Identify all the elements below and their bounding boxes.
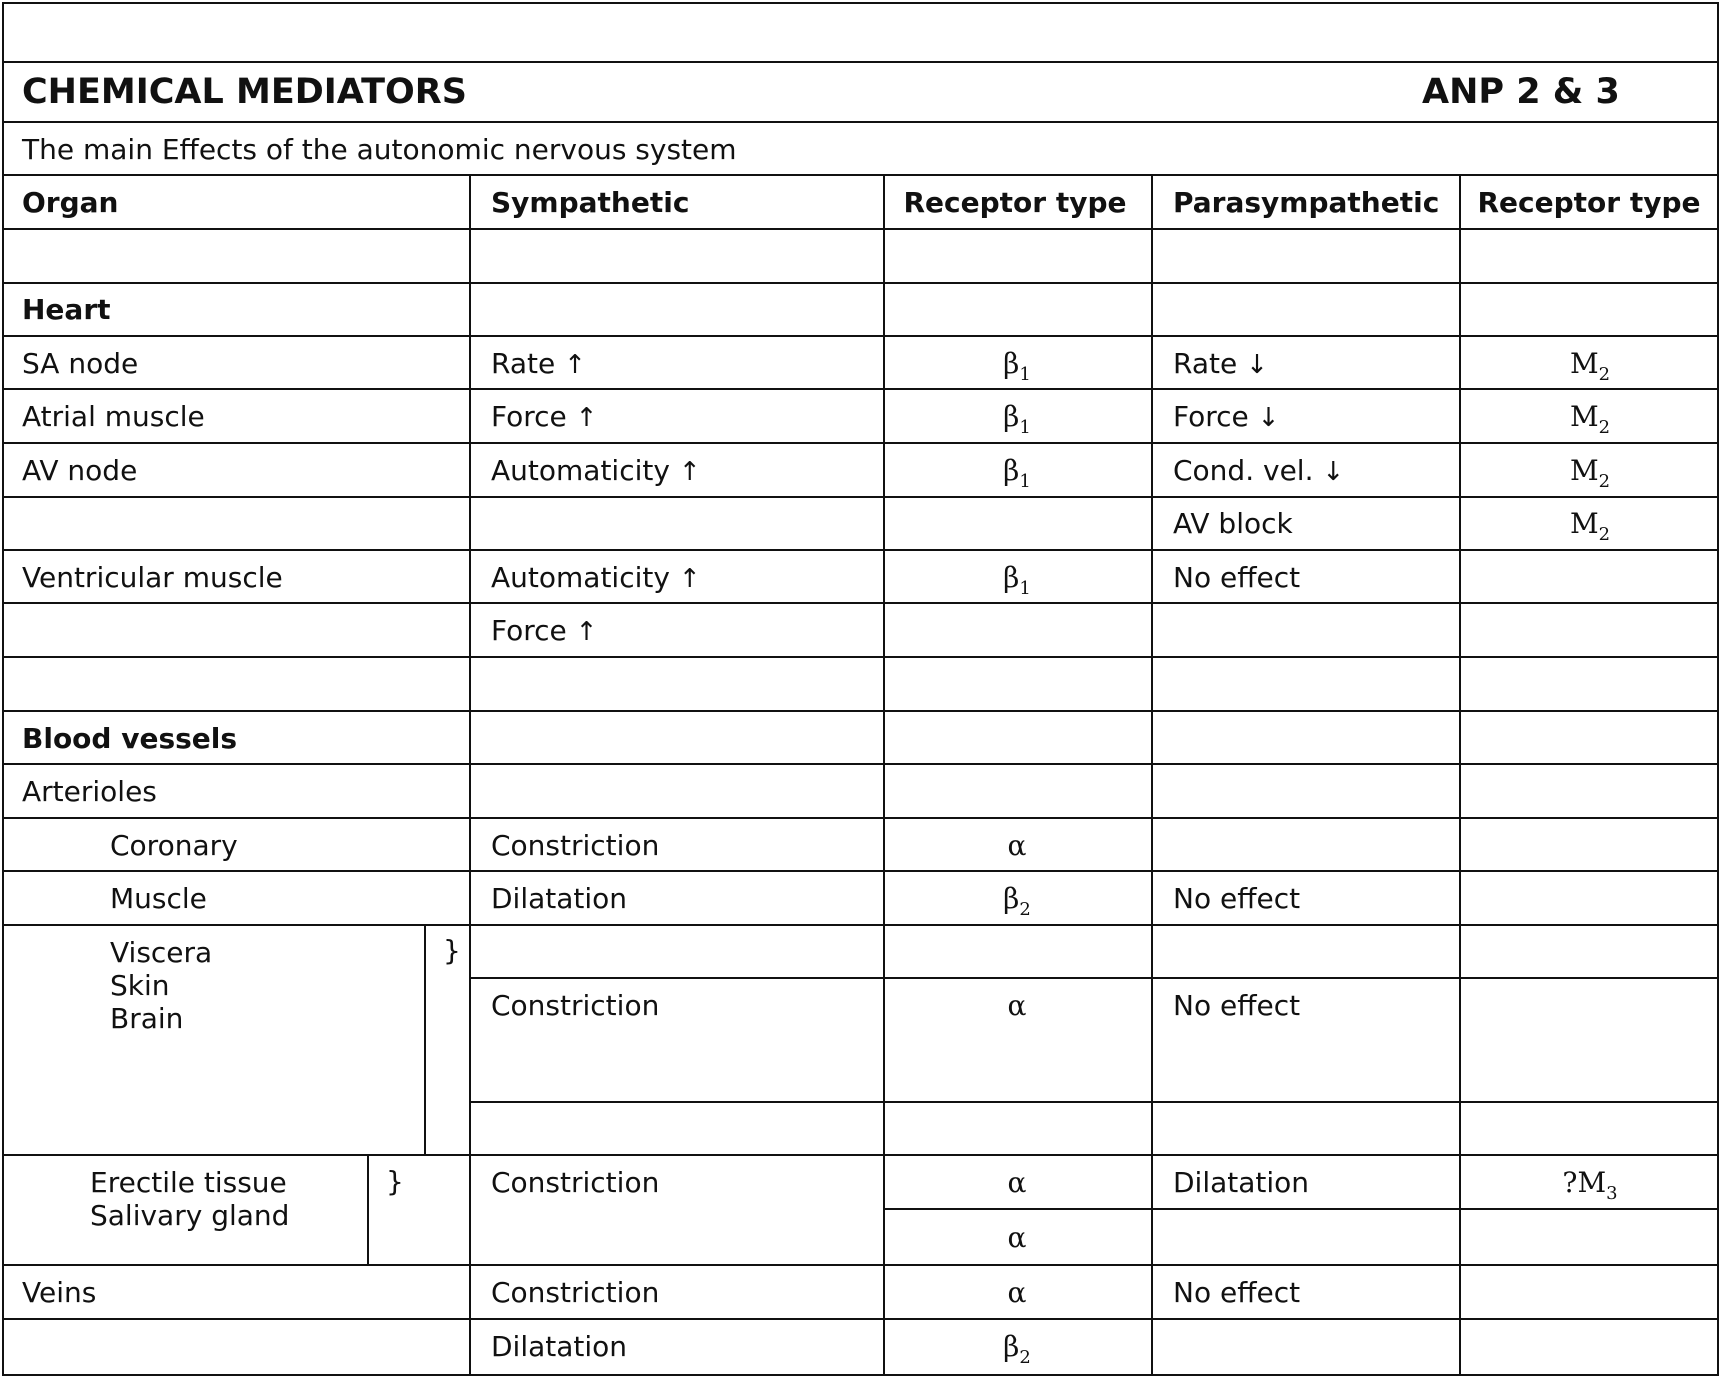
section-blood-vessels: Blood vessels: [22, 722, 238, 755]
section-heart: Heart: [22, 293, 111, 326]
sympathetic-effect: Constriction: [491, 1276, 660, 1309]
arrow-up-icon: ↑: [575, 617, 598, 647]
parasympathetic-effect: Dilatation: [1173, 1166, 1310, 1199]
receptor-type: $\beta_2$: [1003, 882, 1031, 920]
receptor-type: $\beta_1$: [1003, 454, 1031, 492]
organ-label: Veins: [22, 1276, 97, 1309]
sympathetic-effect: Force ↑: [491, 614, 598, 647]
receptor-type: $M_2$: [1569, 347, 1611, 385]
organ-label: Muscle: [110, 882, 207, 915]
parasympathetic-effect: Force ↓: [1173, 400, 1280, 433]
arrow-down-icon: ↓: [1257, 403, 1280, 433]
arrow-down-icon: ↓: [1322, 457, 1345, 487]
sympathetic-effect: Automaticity ↑: [491, 561, 701, 594]
arrow-up-icon: ↑: [564, 350, 586, 380]
parasympathetic-effect: No effect: [1173, 989, 1301, 1022]
organ-label: Brain: [110, 1002, 184, 1035]
organ-label: Atrial muscle: [22, 400, 205, 433]
sympathetic-effect: Constriction: [491, 1166, 660, 1199]
organ-label: Arterioles: [22, 775, 157, 808]
receptor-type: $M_2$: [1569, 507, 1611, 545]
sympathetic-effect: Constriction: [491, 829, 660, 862]
organ-label: Salivary gland: [90, 1199, 290, 1232]
brace-icon: }: [386, 1165, 404, 1198]
sympathetic-effect: Dilatation: [491, 1330, 628, 1363]
parasympathetic-effect: No effect: [1173, 882, 1301, 915]
receptor-type: $\beta_2$: [1003, 1330, 1031, 1368]
receptor-type: $\beta_1$: [1003, 347, 1031, 385]
organ-label: SA node: [22, 347, 139, 380]
receptor-type: $?M_3$: [1562, 1166, 1618, 1204]
receptor-type: α: [1007, 1276, 1027, 1309]
header-receptor-type-1: Receptor type: [903, 186, 1127, 219]
sympathetic-effect: Rate ↑: [491, 347, 586, 380]
organ-label: Coronary: [110, 829, 238, 862]
receptor-type: $M_2$: [1569, 400, 1611, 438]
parasympathetic-effect: No effect: [1173, 561, 1301, 594]
organ-label: AV node: [22, 454, 138, 487]
arrow-up-icon: ↑: [678, 457, 701, 487]
arrow-up-icon: ↑: [575, 403, 598, 433]
parasympathetic-effect: Cond. vel. ↓: [1173, 454, 1345, 487]
header-organ: Organ: [22, 186, 119, 219]
receptor-type: $M_2$: [1569, 454, 1611, 492]
receptor-type: α: [1007, 989, 1027, 1022]
header-sympathetic: Sympathetic: [491, 186, 690, 219]
receptor-type: α: [1007, 1221, 1027, 1254]
organ-label: Ventricular muscle: [22, 561, 283, 594]
header-parasympathetic: Parasympathetic: [1173, 186, 1440, 219]
organ-label: Viscera: [110, 936, 213, 969]
arrow-down-icon: ↓: [1246, 350, 1268, 380]
receptor-type: α: [1007, 1166, 1027, 1199]
header-receptor-type-2: Receptor type: [1477, 186, 1701, 219]
arrow-up-icon: ↑: [678, 564, 701, 594]
parasympathetic-effect: Rate ↓: [1173, 347, 1268, 380]
organ-label: Skin: [110, 969, 170, 1002]
organ-label: Erectile tissue: [90, 1166, 287, 1199]
sympathetic-effect: Automaticity ↑: [491, 454, 701, 487]
document-subtitle: The main Effects of the autonomic nervous system: [22, 133, 737, 166]
document-title: CHEMICAL MEDIATORS: [22, 72, 467, 112]
receptor-type: α: [1007, 829, 1027, 862]
document-code: ANP 2 & 3: [1422, 72, 1620, 112]
receptor-type: $\beta_1$: [1003, 561, 1031, 599]
parasympathetic-effect: AV block: [1173, 507, 1293, 540]
sympathetic-effect: Dilatation: [491, 882, 628, 915]
parasympathetic-effect: No effect: [1173, 1276, 1301, 1309]
sympathetic-effect: Force ↑: [491, 400, 598, 433]
sympathetic-effect: Constriction: [491, 989, 660, 1022]
receptor-type: $\beta_1$: [1003, 400, 1031, 438]
brace-icon: }: [443, 934, 461, 967]
